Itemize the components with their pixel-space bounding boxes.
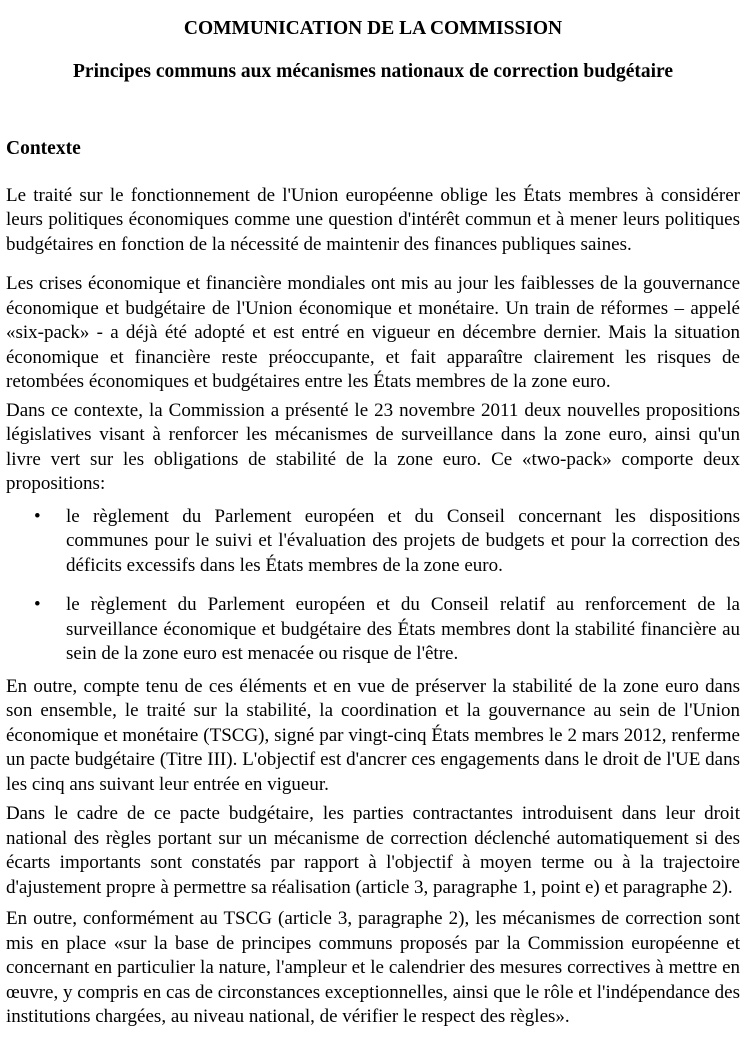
paragraph-tscg-pacte-budgetaire: En outre, compte tenu de ces éléments et en vue de préserver la stabilité de la zone euro dans son ensemble, le traité sur la stabilité, la coordination et la gouvernance au sein de l'Union économique et monétaire (TSCG), signé par vingt-cinq États membres le 2 mars 2012, renferme un pacte budgétaire (Titre III). L'objectif est d'ancrer ces engagements dans le droit de l'UE dans les cinq ans suivant leur entrée en vigueur. [6, 675, 740, 795]
section-heading-contexte: Contexte [6, 138, 81, 159]
list-item-proposal-1 [6, 505, 740, 579]
paragraph-treaty-obligation: Le traité sur le fonctionnement de l'Union européenne oblige les États membres à considérer leurs politiques économiques comme une question d'intérêt commun et à mener leurs politiques budgétaires en fonction de la nécessité de maintenir des finances publiques saines. [6, 184, 740, 255]
list-item-proposal-2 [6, 593, 740, 667]
bullet-icon: • [34, 594, 41, 615]
paragraph-principes-communs: En outre, conformément au TSCG (article 3, paragraphe 2), les mécanismes de correction sont mis en place «sur la base de principes communs proposés par la Commission européenne et concernant en particulier la nature, l'ampleur et le calendrier des mesures correctives à mettre en œuvre, y compris en cas de circonstances exceptionnelles, ainsi que le rôle et l'indépendance des institutions chargées, au niveau national, de vérifier le respect des règles». [6, 908, 740, 1027]
document-title: COMMUNICATION DE LA COMMISSION [183, 18, 563, 39]
paragraph-mecanisme-correction: Dans le cadre de ce pacte budgétaire, les parties contractantes introduisent dans leur droit national des règles portant sur un mécanisme de correction déclenché automatiquement si des écarts importants sont constatés par rapport à l'objectif à moyen terme ou à la trajectoire d'ajustement propre à permettre sa réalisation (article 3, paragraphe 1, point e) et paragraphe 2). [6, 803, 740, 898]
list-item-text: le règlement du Parlement européen et du Conseil relatif au renforcement de la surveillance économique et budgétaire des États membres dont la stabilité financière au sein de la zone euro est menacée ou risque de l'être. [66, 594, 740, 664]
paragraph-two-pack-intro: Dans ce contexte, la Commission a présenté le 23 novembre 2011 deux nouvelles propositions législatives visant à renforcer les mécanismes de surveillance dans la zone euro, ainsi qu'un livre vert sur les obligations de stabilité de la zone euro. Ce «two-pack» comporte deux propositions: [6, 399, 740, 494]
proposals-bullet-list [6, 505, 740, 667]
paragraph-crises-six-pack: Les crises économique et financière mondiales ont mis au jour les faiblesses de la gouvernance économique et budgétaire de l'Union économique et monétaire. Un train de réformes – appelé «six-pack» - a déjà été adopté et est entré en vigueur en décembre dernier. Mais la situation économique et financière reste préoccupante, et fait apparaître clairement les risques de retombées économiques et budgétaires entre les États membres de la zone euro. [6, 273, 740, 392]
list-item-text: le règlement du Parlement européen et du Conseil concernant les dispositions communes pour le suivi et l'évaluation des projets de budgets et pour la correction des déficits excessifs dans les États membres de la zone euro. [66, 505, 740, 576]
bullet-icon: • [34, 505, 41, 527]
document-subtitle: Principes communs aux mécanismes nationaux de correction budgétaire [73, 60, 673, 82]
